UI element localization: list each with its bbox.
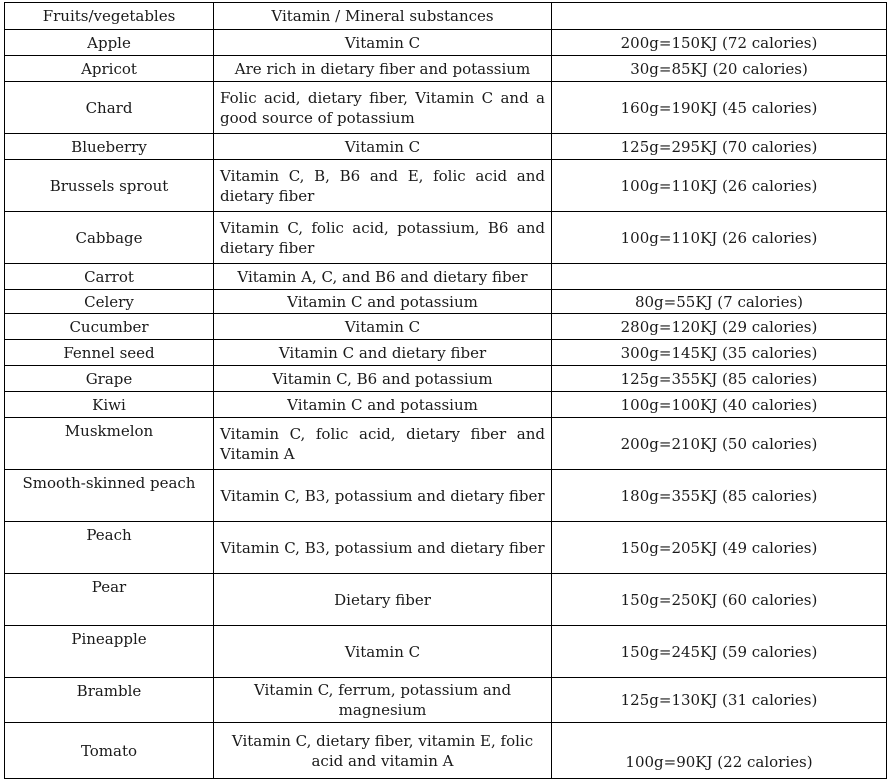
row-name: Pear [5, 574, 214, 626]
row-energy: 180g=355KJ (85 calories) [552, 470, 887, 522]
row-energy [552, 264, 887, 290]
row-name: Peach [5, 522, 214, 574]
row-name: Muskmelon [5, 418, 214, 470]
row-vitamins: Vitamin C [214, 30, 552, 56]
row-name: Brussels sprout [5, 160, 214, 212]
table-row [5, 56, 887, 82]
row-name: Bramble [5, 678, 214, 723]
row-name: Fennel seed [5, 340, 214, 366]
row-energy: 125g=355KJ (85 calories) [552, 366, 887, 392]
header-fruits-vegetables: Fruits/vegetables [5, 3, 214, 30]
header-vitamin-mineral: Vitamin / Mineral substances [214, 3, 552, 30]
row-energy: 100g=100KJ (40 calories) [552, 392, 887, 418]
row-vitamins: Vitamin C, B6 and potassium [214, 366, 552, 392]
table-row [5, 418, 887, 470]
header-energy [552, 3, 887, 30]
table-row [5, 392, 887, 418]
table-row [5, 626, 887, 678]
row-vitamins: Are rich in dietary fiber and potassium [214, 56, 552, 82]
row-vitamins: Vitamin C, folic acid, dietary fiber and Vitamin A [214, 418, 552, 470]
row-name: Pineapple [5, 626, 214, 678]
row-energy: 300g=145KJ (35 calories) [552, 340, 887, 366]
row-name: Celery [5, 290, 214, 314]
row-name: Blueberry [5, 134, 214, 160]
row-name: Apple [5, 30, 214, 56]
row-vitamins: Vitamin C and potassium [214, 290, 552, 314]
row-energy: 125g=295KJ (70 calories) [552, 134, 887, 160]
row-energy: 100g=110KJ (26 calories) [552, 160, 887, 212]
row-vitamins: Vitamin C [214, 626, 552, 678]
row-name: Chard [5, 82, 214, 134]
table-row [5, 574, 887, 626]
table-row [5, 82, 887, 134]
row-energy: 150g=245KJ (59 calories) [552, 626, 887, 678]
row-energy: 100g=90KJ (22 calories) [552, 723, 887, 779]
table-row [5, 212, 887, 264]
row-energy: 150g=250KJ (60 calories) [552, 574, 887, 626]
row-name: Smooth-skinned peach [5, 470, 214, 522]
table-row [5, 522, 887, 574]
table-row [5, 366, 887, 392]
row-vitamins: Vitamin A, C, and B6 and dietary fiber [214, 264, 552, 290]
row-vitamins: Vitamin C [214, 134, 552, 160]
row-energy: 150g=205KJ (49 calories) [552, 522, 887, 574]
table-row [5, 264, 887, 290]
table-row [5, 160, 887, 212]
table-row [5, 678, 887, 723]
row-vitamins: Folic acid, dietary fiber, Vitamin C and a good source of potassium [214, 82, 552, 134]
row-energy: 200g=210KJ (50 calories) [552, 418, 887, 470]
row-vitamins: Vitamin C, B, B6 and E, folic acid and dietary fiber [214, 160, 552, 212]
row-vitamins: Vitamin C, dietary fiber, vitamin E, folic acid and vitamin A [214, 723, 552, 779]
row-name: Carrot [5, 264, 214, 290]
row-energy: 80g=55KJ (7 calories) [552, 290, 887, 314]
header-row [5, 3, 887, 30]
row-name: Grape [5, 366, 214, 392]
row-name: Cabbage [5, 212, 214, 264]
table-row [5, 723, 887, 779]
table-row [5, 340, 887, 366]
row-vitamins: Vitamin C, B3, potassium and dietary fiber [214, 522, 552, 574]
row-vitamins: Vitamin C and dietary fiber [214, 340, 552, 366]
table-row [5, 30, 887, 56]
row-vitamins: Dietary fiber [214, 574, 552, 626]
row-vitamins: Vitamin C, B3, potassium and dietary fiber [214, 470, 552, 522]
table-row [5, 470, 887, 522]
table-row [5, 134, 887, 160]
row-energy: 100g=110KJ (26 calories) [552, 212, 887, 264]
row-energy: 160g=190KJ (45 calories) [552, 82, 887, 134]
table-row [5, 290, 887, 314]
row-energy: 125g=130KJ (31 calories) [552, 678, 887, 723]
row-vitamins: Vitamin C, folic acid, potassium, B6 and dietary fiber [214, 212, 552, 264]
row-name: Kiwi [5, 392, 214, 418]
row-vitamins: Vitamin C, ferrum, potassium and magnesium [214, 678, 552, 723]
row-energy: 30g=85KJ (20 calories) [552, 56, 887, 82]
row-name: Tomato [5, 723, 214, 779]
row-name: Apricot [5, 56, 214, 82]
table-row [5, 314, 887, 340]
row-vitamins: Vitamin C and potassium [214, 392, 552, 418]
row-energy: 280g=120KJ (29 calories) [552, 314, 887, 340]
row-vitamins: Vitamin C [214, 314, 552, 340]
row-name: Cucumber [5, 314, 214, 340]
nutrition-table [4, 2, 887, 779]
row-energy: 200g=150KJ (72 calories) [552, 30, 887, 56]
